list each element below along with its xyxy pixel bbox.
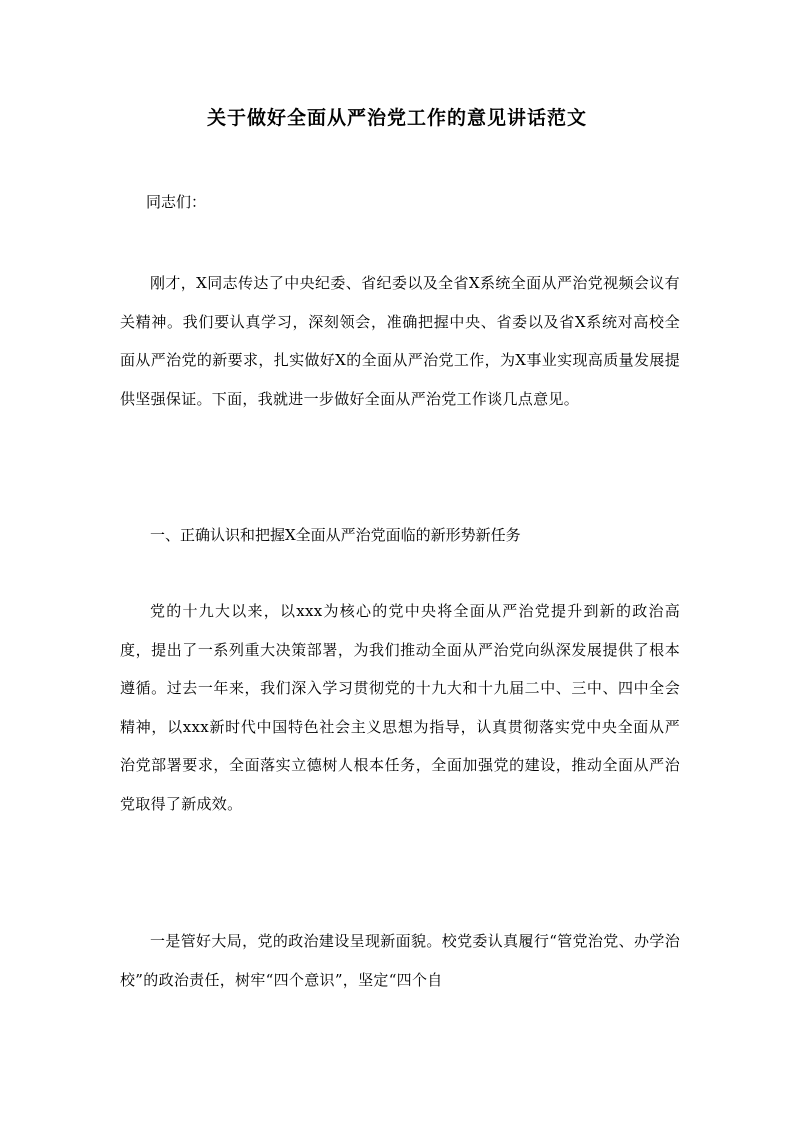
salutation: 同志们： bbox=[146, 193, 207, 211]
paragraph-intro: 刚才，X同志传达了中央纪委、省纪委以及全省X系统全面从严治党视频会议有关精神。我们要认真学习，深刻领会，准确把握中央、省委以及省X系统对高校全面从严治党的新要求，扎实做好X的全面从严治党工作，为X事业实现高质量发展提供坚强保证。下面，我就进一步做好全面从严治党工作谈几点意见。 bbox=[120, 274, 680, 408]
paragraph-context: 党的十九大以来，以xxx为核心的党中央将全面从严治党提升到新的政治高度，提出了一系列重大决策部署，为我们推动全面从严治党向纵深发展提供了根本遵循。过去一年来，我们深入学习贯彻党的十九大和十九届二中、三中、四中全会精神，以xxx新时代中国特色社会主义思想为指导，认真贯彻落实党中央全面从严治党部署要求，全面落实立德树人根本任务，全面加强党的建设，推动全面从严治党取得了新成效。 bbox=[120, 602, 680, 813]
document-title: 关于做好全面从严治党工作的意见讲话范文 bbox=[206, 107, 587, 129]
section-heading: 一、正确认识和把握X全面从严治党面临的新形势新任务 bbox=[150, 526, 521, 544]
paragraph-point-one: 一是管好大局，党的政治建设呈现新面貌。校党委认真履行“管党治党、办学治校”的政治责任，树牢“四个意识”，坚定“四个自 bbox=[120, 932, 680, 989]
